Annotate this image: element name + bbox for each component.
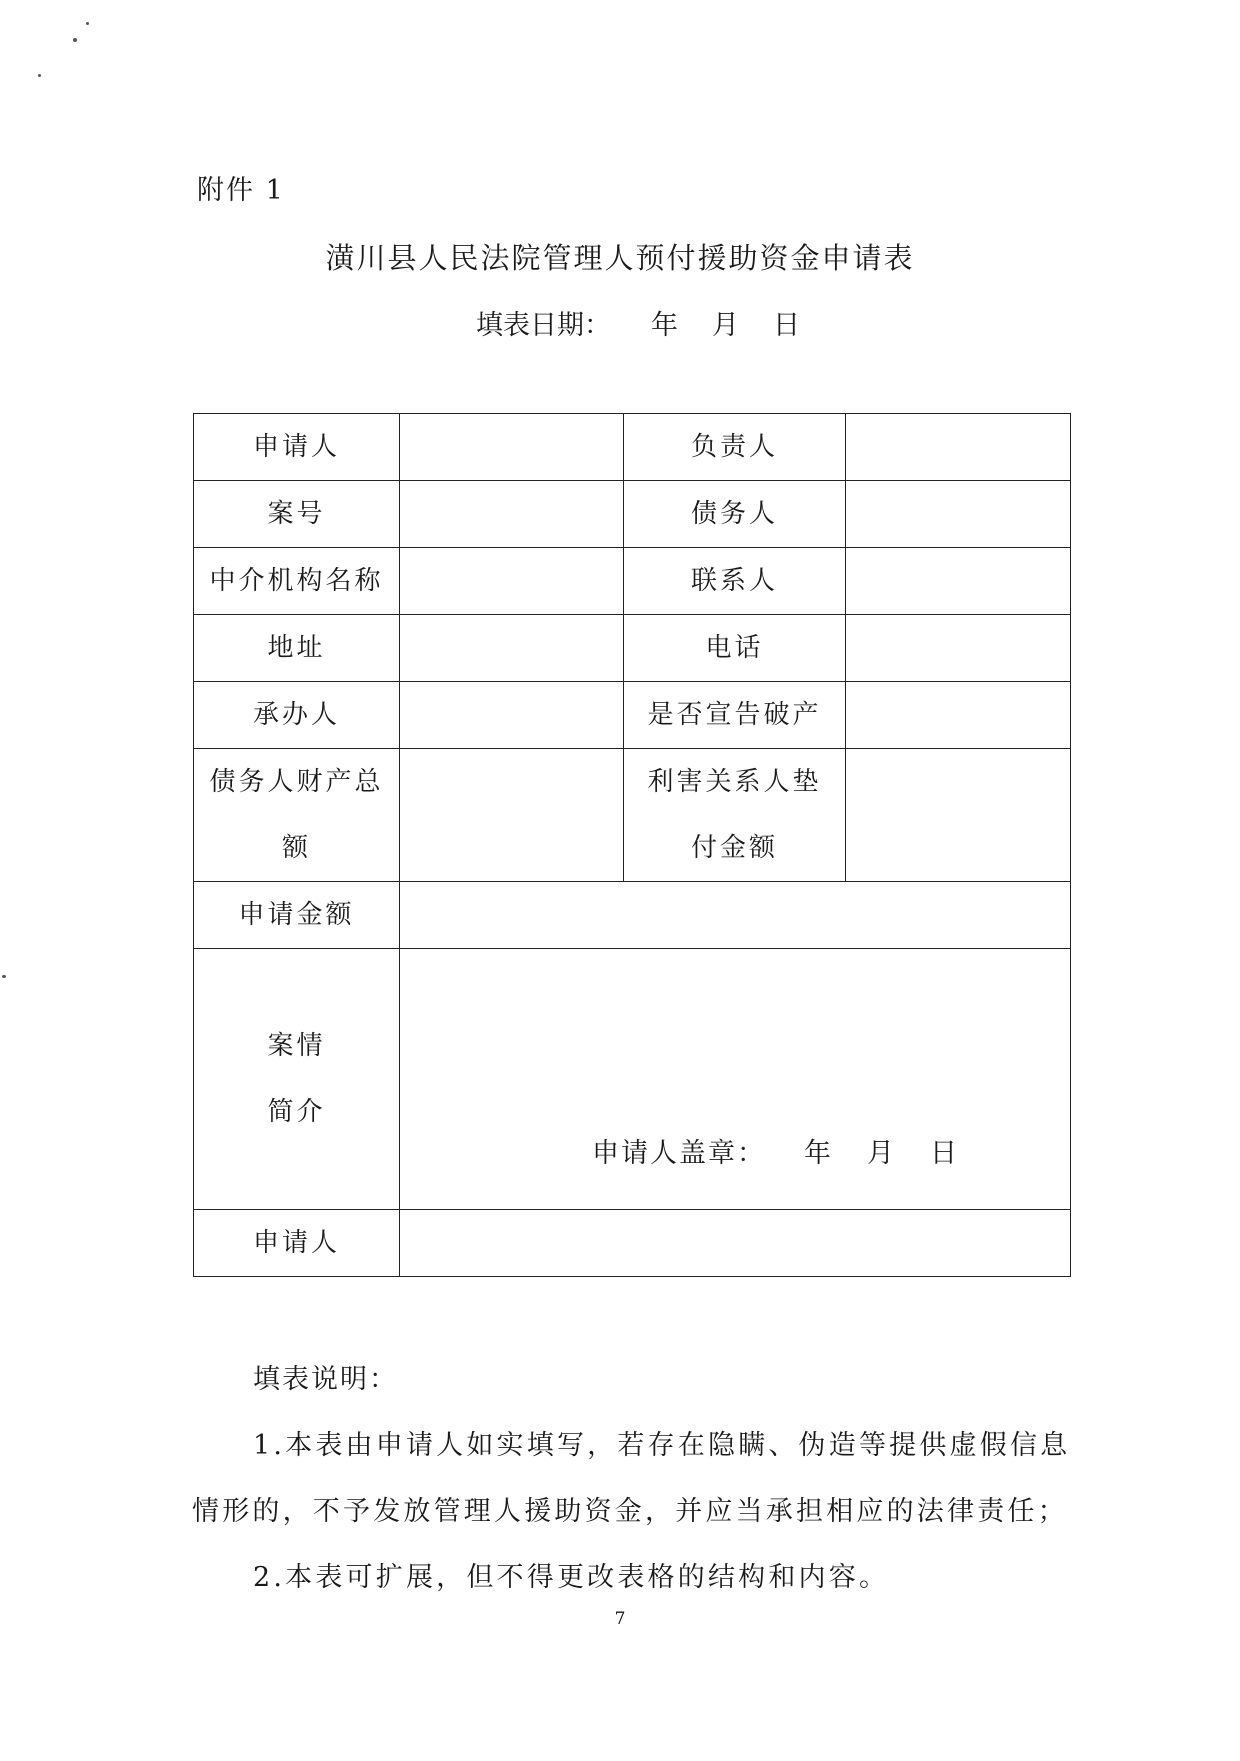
application-amount-label: 申请金额 bbox=[194, 882, 400, 949]
table-row bbox=[194, 682, 1071, 749]
scan-speck bbox=[2, 975, 6, 978]
applicant-seal-line bbox=[592, 1139, 959, 1169]
seal-label: 申请人盖章： bbox=[592, 1138, 766, 1169]
seal-month: 月 bbox=[867, 1138, 896, 1169]
advance-amount-label-line1: 利害关系人垫 bbox=[647, 767, 822, 797]
bankruptcy-declared-field[interactable] bbox=[846, 682, 1071, 749]
advance-amount-label bbox=[624, 749, 846, 882]
note-item-1-line-2: 情形的，不予发放管理人援助资金，并应当承担相应的法律责任； bbox=[192, 1496, 1068, 1527]
scan-speck bbox=[73, 38, 77, 42]
case-number-label: 案号 bbox=[194, 481, 400, 548]
person-in-charge-field[interactable] bbox=[846, 414, 1071, 481]
notes-heading: 填表说明： bbox=[253, 1364, 398, 1395]
advance-amount-field[interactable] bbox=[846, 749, 1071, 882]
note-item-2: 2.本表可扩展，但不得更改表格的结构和内容。 bbox=[253, 1562, 890, 1593]
application-form-table bbox=[193, 413, 1071, 1277]
table-row bbox=[194, 481, 1071, 548]
table-row bbox=[194, 949, 1071, 1210]
case-number-field[interactable] bbox=[400, 481, 624, 548]
scan-speck bbox=[86, 22, 89, 25]
final-applicant-field[interactable] bbox=[400, 1210, 1071, 1277]
table-row bbox=[194, 548, 1071, 615]
debtor-assets-label-line2: 额 bbox=[281, 833, 311, 863]
date-day: 日 bbox=[773, 310, 800, 341]
agency-name-label: 中介机构名称 bbox=[194, 548, 400, 615]
seal-year: 年 bbox=[804, 1138, 833, 1169]
applicant-field[interactable] bbox=[400, 414, 624, 481]
table-row bbox=[194, 414, 1071, 481]
case-intro-label-line2: 简介 bbox=[267, 1097, 326, 1127]
table-row bbox=[194, 749, 1071, 882]
date-month: 月 bbox=[712, 310, 739, 341]
address-field[interactable] bbox=[400, 615, 624, 682]
person-in-charge-label: 负责人 bbox=[624, 414, 846, 481]
phone-label: 电话 bbox=[624, 615, 846, 682]
date-label: 填表日期： bbox=[476, 310, 611, 341]
case-intro-label bbox=[194, 949, 400, 1210]
seal-day: 日 bbox=[930, 1138, 959, 1169]
address-label: 地址 bbox=[194, 615, 400, 682]
debtor-assets-label bbox=[194, 749, 400, 882]
table-row bbox=[194, 1210, 1071, 1277]
contact-label: 联系人 bbox=[624, 548, 846, 615]
phone-field[interactable] bbox=[846, 615, 1071, 682]
attachment-label: 附件 1 bbox=[197, 175, 285, 206]
application-amount-field[interactable] bbox=[400, 882, 1071, 949]
note-item-1-line-1: 1.本表由申请人如实填写，若存在隐瞒、伪造等提供虚假信息 bbox=[253, 1430, 1071, 1461]
scan-speck bbox=[38, 74, 41, 77]
debtor-assets-field[interactable] bbox=[400, 749, 624, 882]
agency-name-field[interactable] bbox=[400, 548, 624, 615]
contact-field[interactable] bbox=[846, 548, 1071, 615]
date-year: 年 bbox=[651, 310, 678, 341]
handler-field[interactable] bbox=[400, 682, 624, 749]
table-row bbox=[194, 882, 1071, 949]
case-intro-field[interactable] bbox=[400, 949, 1071, 1210]
page-number: 7 bbox=[614, 1609, 626, 1629]
debtor-field[interactable] bbox=[846, 481, 1071, 548]
advance-amount-label-line2: 付金额 bbox=[690, 833, 778, 863]
handler-label: 承办人 bbox=[194, 682, 400, 749]
fill-date-line bbox=[476, 303, 800, 342]
debtor-assets-label-line1: 债务人财产总 bbox=[209, 767, 384, 797]
bankruptcy-declared-label: 是否宣告破产 bbox=[624, 682, 846, 749]
page-title: 潢川县人民法院管理人预付援助资金申请表 bbox=[325, 241, 915, 275]
table-row bbox=[194, 615, 1071, 682]
debtor-label: 债务人 bbox=[624, 481, 846, 548]
final-applicant-label: 申请人 bbox=[194, 1210, 400, 1277]
applicant-label: 申请人 bbox=[194, 414, 400, 481]
case-intro-label-line1: 案情 bbox=[267, 1031, 326, 1061]
